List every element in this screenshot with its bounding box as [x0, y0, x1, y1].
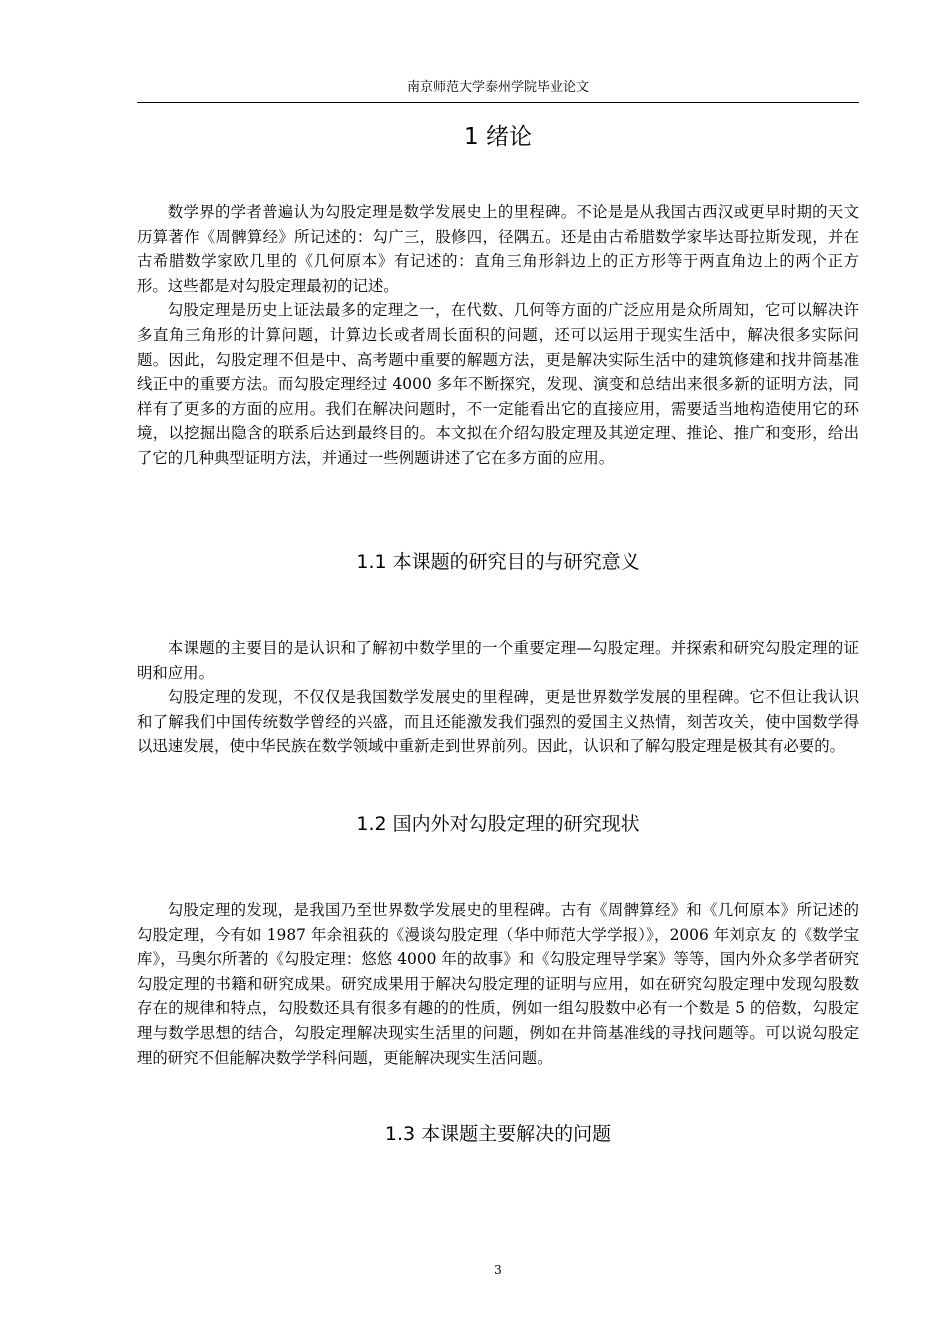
paragraph: 勾股定理是历史上证法最多的定理之一，在代数、几何等方面的广泛应用是众所周知，它可以解决许多直角三角形的计算问题，计算边长或者周长面积的问题，还可以运用于现实生活中，解决很多实际问题。因此，勾股定理不但是中、高考题中重要的解题方法，更是解决实际生活中的建筑修建和找井筒基准线正中的重要方法。而勾股定理经过 4000 多年不断探究，发现、演变和总结出来很多新的证明方法，同样有了更多的方面的应用。我们在解决问题时，不一定能看出它的直接应用，需要适当地构造使用它的环境，以挖掘出隐含的联系后达到最终目的。本文拟在介绍勾股定理及其逆定理、推论、推广和变形，给出了它的几种典型证明方法，并通过一些例题讲述了它在多方面的应用。	[137, 301, 859, 467]
section-title-1-3: 1.3 本课题主要解决的问题	[384, 1123, 612, 1145]
page-number: 3	[494, 1263, 502, 1277]
paragraph: 勾股定理的发现，不仅仅是我国数学发展史的里程碑，更是世界数学发展的里程碑。它不但让我认识和了解我们中国传统数学曾经的兴盛，而且还能激发我们强烈的爱国主义热情，刻苦攻关，使中国数学得以迅速发展，使中华民族在数学领域中重新走到世界前列。因此，认识和了解勾股定理是极其有必要的。	[137, 688, 859, 756]
paragraph: 本课题的主要目的是认识和了解初中数学里的一个重要定理—勾股定理。并探索和研究勾股定理的证明和应用。	[137, 639, 859, 682]
section-1-1-body	[137, 636, 859, 759]
section-1-2-body	[137, 898, 859, 1070]
section-title-1-1: 1.1 本课题的研究目的与研究意义	[356, 551, 640, 573]
section-title-1-2: 1.2 国内外对勾股定理的研究现状	[356, 813, 640, 835]
running-header: 南京师范大学泰州学院毕业论文	[406, 80, 589, 95]
chapter-body	[137, 200, 859, 471]
chapter-title: 1 绪论	[464, 124, 532, 150]
header-rule	[137, 102, 859, 103]
paragraph: 勾股定理的发现，是我国乃至世界数学发展史的里程碑。古有《周髀算经》和《几何原本》所记述的勾股定理，今有如 1987 年余祖荻的《漫谈勾股定理（华中师范大学学报）》，2006 年刘京友 的《数学宝库》，马奥尔所著的《勾股定理：悠悠 4000 年的故事》和《勾股定理导学案》等等，国内外众多学者研究勾股定理的书籍和研究成果。研究成果用于解决勾股定理的证明与应用，如在研究勾股定理中发现勾股数存在的规律和特点，勾股数还具有很多有趣的的性质，例如一组勾股数中必有一个数是 5 的倍数，勾股定理与数学思想的结合，勾股定理解决现实生活里的问题，例如在井筒基准线的寻找问题等。可以说勾股定理的研究不但能解决数学学科问题，更能解决现实生活问题。	[137, 901, 859, 1067]
paragraph: 数学界的学者普遍认为勾股定理是数学发展史上的里程碑。不论是是从我国古西汉或更早时期的天文历算著作《周髀算经》所记述的：勾广三，股修四，径隅五。还是由古希腊数学家毕达哥拉斯发现，并在古希腊数学家欧几里的《几何原本》有记述的：直角三角形斜边上的正方形等于两直角边上的两个正方形。这些都是对勾股定理最初的记述。	[137, 203, 859, 295]
